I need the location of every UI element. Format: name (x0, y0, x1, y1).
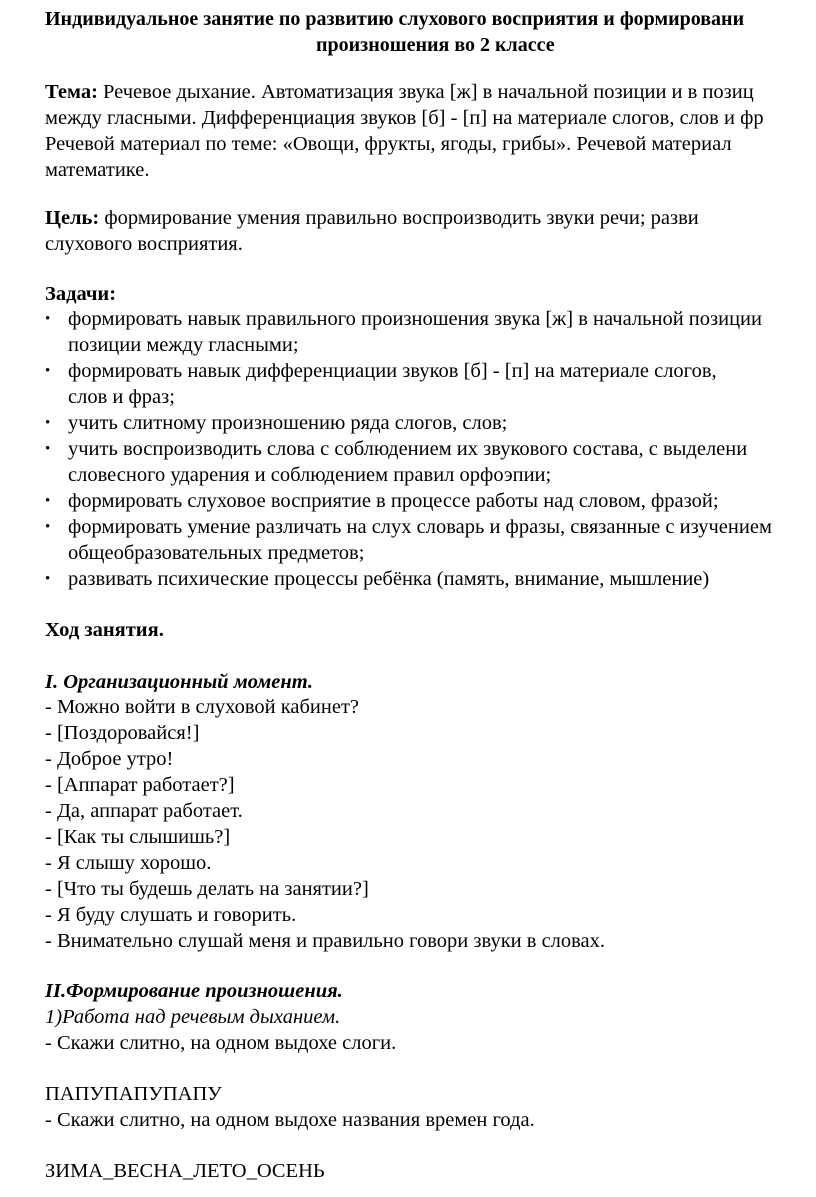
task-item-6-line-1: формировать умение различать на слух словарь и фразы, связанные с изучением (68, 516, 772, 538)
dialogue-line-1: - Можно войти в слуховой кабинет? (45, 696, 359, 718)
task-item-6-line-2: общеобразовательных предметов; (68, 542, 365, 564)
task-item-7-line-1: развивать психические процессы ребёнка (память, внимание, мышление) (68, 568, 710, 590)
goal-text-line-1: формирование умения правильно воспроизводить звуки речи; разви (104, 207, 699, 229)
topic-text-line-3: Речевой материал по теме: «Овощи, фрукты, ягоды, грибы». Речевой материал (45, 133, 732, 155)
task-item-1-line-2: позиции между гласными; (68, 334, 299, 356)
dialogue-line-3: - Доброе утро! (45, 748, 174, 770)
topic-paragraph-line-1 (45, 79, 754, 105)
dialogue-line-5: - Да, аппарат работает. (45, 800, 243, 822)
dialogue-line-2: - [Поздоровайся!] (45, 722, 200, 744)
document-title-line-1: Индивидуальное занятие по развитию слухового восприятия и формировани (45, 8, 745, 30)
dialogue-line-6: - [Как ты слышишь?] (45, 826, 231, 848)
dialogue-line-8: - [Что ты будешь делать на занятии?] (45, 878, 369, 900)
section-2-heading: II.Формирование произношения. (45, 980, 343, 1002)
task-item-4-line-1: учить воспроизводить слова с соблюдением их звукового состава, с выделени (68, 438, 748, 460)
topic-label: Тема: (45, 81, 98, 103)
task-item-4-line-2: словесного ударения и соблюдением правил орфоэпии; (68, 464, 552, 486)
section-1-heading: I. Организационный момент. (45, 671, 314, 693)
bullet-icon: • (45, 441, 51, 457)
instruction-seasons: - Скажи слитно, на одном выдохе названия времен года. (45, 1109, 535, 1131)
bullet-icon: • (45, 363, 51, 379)
topic-text-line-1: Речевое дыхание. Автоматизация звука [ж] в начальной позиции и в позиц (103, 81, 754, 103)
dialogue-line-4: - [Аппарат работает?] (45, 774, 235, 796)
task-item-1-line-1: формировать навык правильного произношения звука [ж] в начальной позиции (68, 308, 762, 330)
goal-paragraph-line-1 (45, 205, 699, 231)
dialogue-line-7: - Я слышу хорошо. (45, 852, 212, 874)
task-item-2-line-2: слов и фраз; (68, 386, 175, 408)
seasons-chain: ЗИМА_ВЕСНА_ЛЕТО_ОСЕНЬ (45, 1160, 325, 1182)
task-item-3-line-1: учить слитному произношению ряда слогов, слов; (68, 412, 508, 434)
topic-text-line-4: математике. (45, 159, 150, 181)
dialogue-line-9: - Я буду слушать и говорить. (45, 904, 297, 926)
bullet-icon: • (45, 571, 51, 587)
tasks-heading: Задачи: (45, 283, 117, 305)
syllable-chain: ПАПУПАПУПАПУ (45, 1083, 222, 1105)
section-2-subheading: 1)Работа над речевым дыханием. (45, 1006, 341, 1028)
goal-label: Цель: (45, 207, 100, 229)
bullet-icon: • (45, 493, 51, 509)
dialogue-line-10: - Внимательно слушай меня и правильно говори звуки в словах. (45, 930, 606, 952)
lesson-course-heading: Ход занятия. (45, 619, 164, 641)
bullet-icon: • (45, 519, 51, 535)
bullet-icon: • (45, 415, 51, 431)
instruction-syllables: - Скажи слитно, на одном выдохе слоги. (45, 1032, 397, 1054)
bullet-icon: • (45, 311, 51, 327)
topic-text-line-2: между гласными. Дифференциация звуков [б] - [п] на материале слогов, слов и фр (45, 107, 764, 129)
task-item-2-line-1: формировать навык дифференциации звуков [б] - [п] на материале слогов, (68, 360, 717, 382)
goal-text-line-2: слухового восприятия. (45, 233, 243, 255)
document-title-line-2: произношения во 2 классе (316, 34, 555, 56)
task-item-5-line-1: формировать слуховое восприятие в процессе работы над словом, фразой; (68, 490, 719, 512)
